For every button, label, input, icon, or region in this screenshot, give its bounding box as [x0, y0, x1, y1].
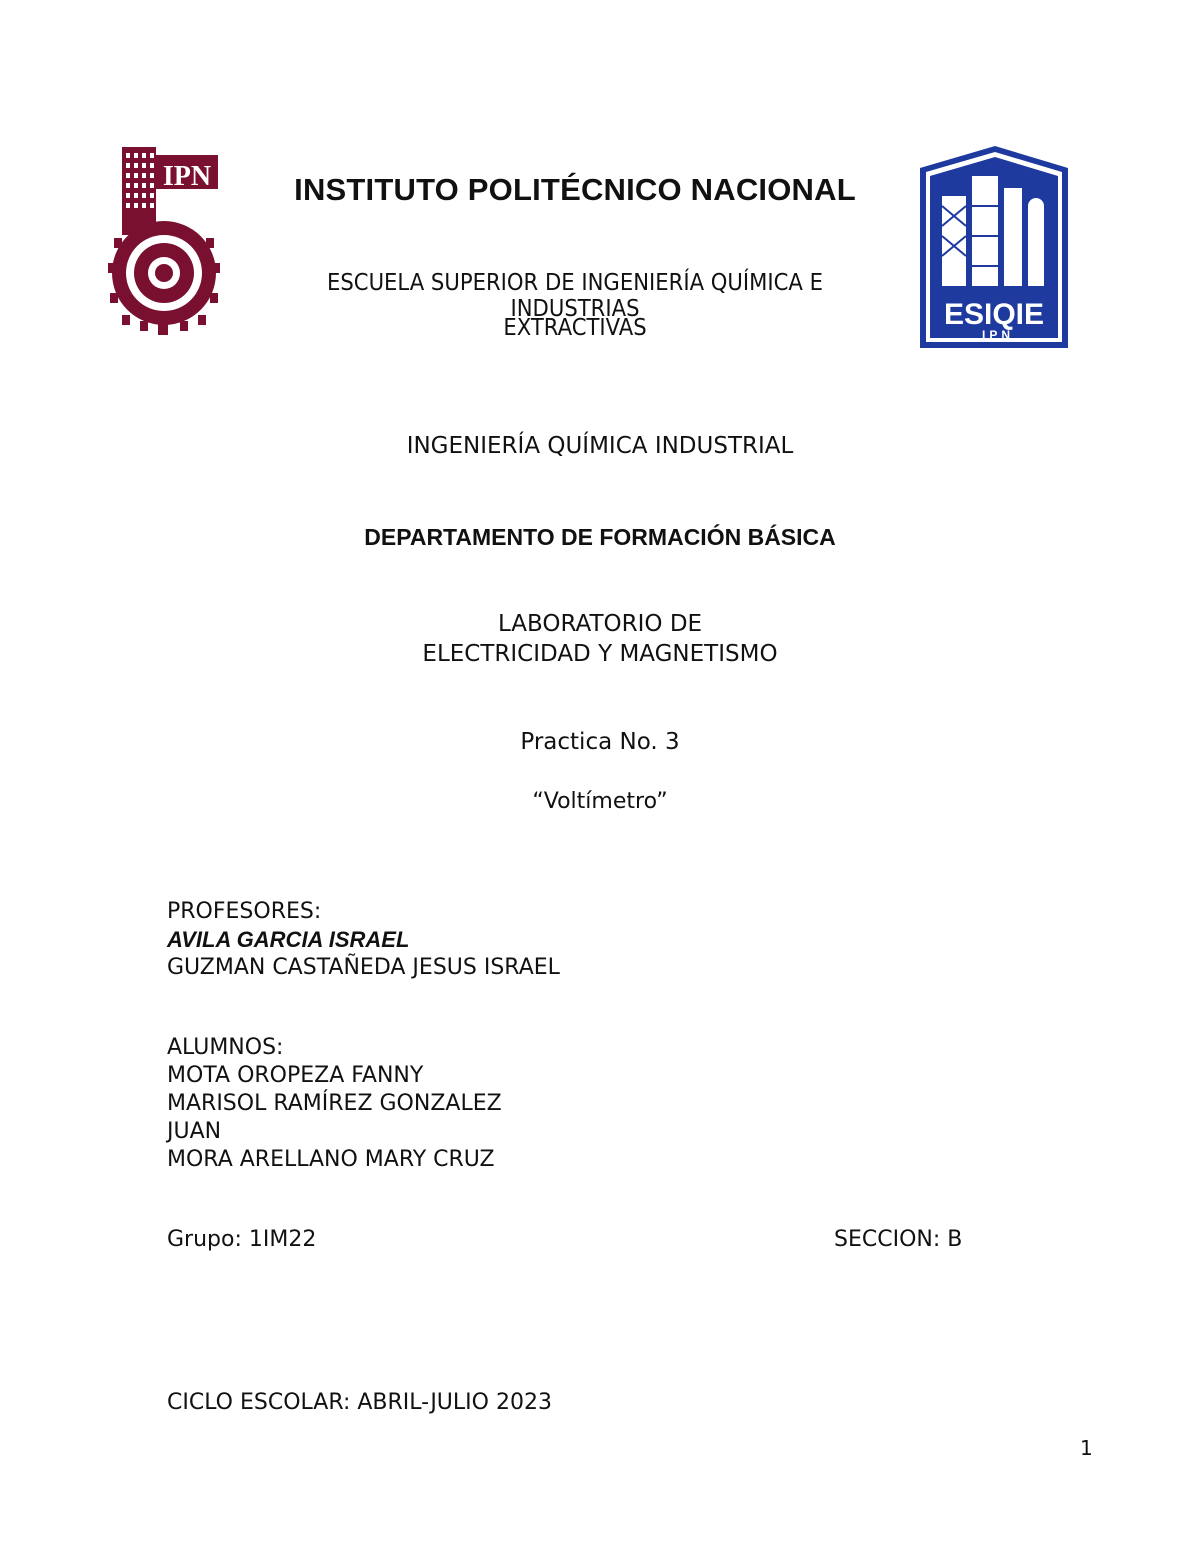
student-name: MOTA OROPEZA FANNY	[167, 1063, 424, 1088]
professors-label: PROFESORES:	[167, 899, 322, 924]
school-name-line2: EXTRACTIVAS	[503, 315, 647, 341]
group-label: Grupo: 1IM22	[167, 1227, 317, 1252]
ipn-logo-text: IPN	[162, 161, 212, 192]
esiqie-logo	[920, 146, 1070, 348]
school-cycle: CICLO ESCOLAR: ABRIL-JULIO 2023	[167, 1390, 552, 1415]
ipn-logo	[108, 143, 226, 338]
lab-line2: ELECTRICIDAD Y MAGNETISMO	[422, 641, 778, 667]
esiqie-logo-sub: IPN	[981, 328, 1015, 342]
students-label: ALUMNOS:	[167, 1035, 284, 1060]
career-name: INGENIERÍA QUÍMICA INDUSTRIAL	[406, 433, 794, 459]
section-label: SECCION: B	[834, 1227, 963, 1252]
practice-number: Practica No. 3	[520, 729, 680, 755]
student-name: MARISOL RAMÍREZ GONZALEZ	[167, 1091, 502, 1116]
page-number: 1	[1080, 1436, 1093, 1460]
lab-line1: LABORATORIO DE	[497, 611, 703, 637]
esiqie-logo-text: ESIQIE	[943, 298, 1045, 331]
institute-title: INSTITUTO POLITÉCNICO NACIONAL	[294, 172, 856, 207]
professor-name: AVILA GARCIA ISRAEL	[167, 927, 410, 952]
department-name: DEPARTAMENTO DE FORMACIÓN BÁSICA	[364, 524, 836, 550]
professor-name: GUZMAN CASTAÑEDA JESUS ISRAEL	[167, 955, 560, 980]
professors-block	[167, 898, 560, 982]
students-block	[167, 1034, 502, 1174]
practice-title: “Voltímetro”	[532, 789, 668, 814]
student-name: MORA ARELLANO MARY CRUZ	[167, 1147, 495, 1172]
student-name: JUAN	[167, 1119, 222, 1144]
school-name-line1: ESCUELA SUPERIOR DE INGENIERÍA QUÍMICA E INDUSTRIAS	[326, 270, 824, 322]
